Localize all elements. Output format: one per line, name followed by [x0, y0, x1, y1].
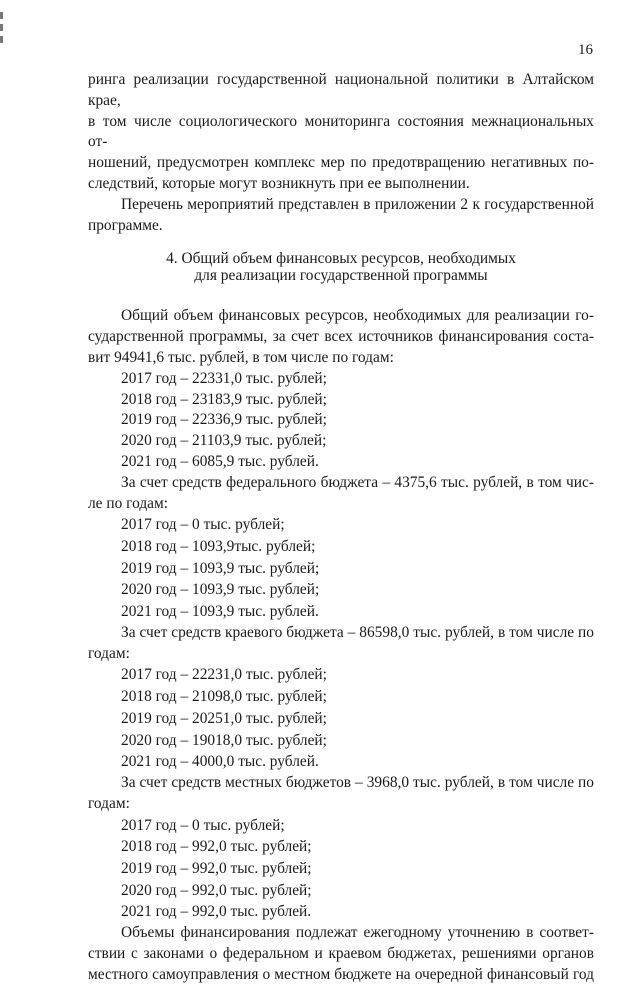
list-item: 2017 год – 22231,0 тыс. рублей;: [121, 666, 327, 684]
paragraph-2: [88, 195, 594, 237]
list-item: 2017 год – 0 тыс. рублей;: [121, 816, 285, 834]
text-line: ринга реализации государственной национальной политики в Алтайском крае,: [88, 71, 594, 109]
local-by-year-list: [88, 815, 594, 924]
total-by-year-list: [88, 369, 594, 473]
text-line: вит 94941,6 тыс. рублей, в том числе по годам:: [88, 348, 394, 366]
list-item: 2018 год – 1093,9тыс. рублей;: [121, 538, 316, 556]
scan-edge-mark: [0, 12, 3, 19]
list-item: 2019 год – 20251,0 тыс. рублей;: [121, 709, 327, 727]
federal-by-year-list: [88, 514, 594, 623]
scan-edge-mark: [0, 24, 3, 31]
text-line: За счет средств федерального бюджета – 4375,6 тыс. рублей, в том чис-: [121, 473, 594, 491]
list-item: 2020 год – 992,0 тыс. рублей;: [121, 881, 312, 899]
total-intro: [88, 306, 594, 368]
list-item: 2019 год – 992,0 тыс. рублей;: [121, 859, 312, 877]
heading-line: для реализации государственной программы: [194, 267, 488, 285]
text-line: ле по годам:: [88, 494, 168, 512]
list-item: 2021 год – 6085,9 тыс. рублей.: [121, 452, 319, 470]
text-line: За счет средств краевого бюджета – 86598,0 тыс. рублей, в том числе по: [121, 623, 594, 641]
list-item: 2020 год – 1093,9 тыс. рублей;: [121, 581, 320, 599]
section-heading: [88, 250, 594, 284]
text-line: Общий объем финансовых ресурсов, необходимых для реализации го-: [121, 307, 594, 325]
list-item: 2018 год – 23183,9 тыс. рублей;: [121, 390, 327, 408]
text-line: годам:: [88, 644, 130, 662]
page-body: [88, 70, 594, 985]
text-line: ношений, предусмотрен комплекс мер по предотвращению негативных по-: [88, 154, 594, 172]
list-item: 2021 год – 4000,0 тыс. рублей.: [121, 753, 319, 771]
text-line: ствии с законами о федеральном и краевом бюджетах, решениями органов: [88, 944, 594, 962]
list-item: 2017 год – 0 тыс. рублей;: [121, 516, 285, 534]
list-item: 2019 год – 1093,9 тыс. рублей;: [121, 559, 320, 577]
list-item: 2020 год – 21103,9 тыс. рублей;: [121, 432, 327, 450]
list-item: 2018 год – 21098,0 тыс. рублей;: [121, 688, 327, 706]
text-line: следствий, которые могут возникнуть при ее выполнении.: [88, 174, 470, 192]
federal-intro: [88, 473, 594, 515]
list-item: 2018 год – 992,0 тыс. рублей;: [121, 838, 312, 856]
local-intro: [88, 773, 594, 815]
heading-line: 4. Общий объем финансовых ресурсов, необходимых: [166, 250, 516, 268]
page-number: 16: [578, 42, 593, 58]
regional-intro: [88, 623, 594, 665]
text-line: годам:: [88, 794, 130, 812]
text-line: Перечень мероприятий представлен в приложении 2 к государственной: [121, 195, 594, 213]
list-item: 2021 год – 992,0 тыс. рублей.: [121, 903, 312, 921]
list-item: 2021 год – 1093,9 тыс. рублей.: [121, 603, 319, 621]
paragraph-1: [88, 70, 594, 195]
text-line: местного самоуправления о местном бюджете на очередной финансовый год: [88, 965, 594, 983]
final-paragraph: [88, 923, 594, 985]
regional-by-year-list: [88, 664, 594, 773]
scan-edge-mark: [0, 36, 3, 43]
text-line: Объемы финансирования подлежат ежегодному уточнению в соответ-: [121, 924, 594, 942]
list-item: 2020 год – 19018,0 тыс. рублей;: [121, 731, 327, 749]
text-line: сударственной программы, за счет всех источников финансирования соста-: [88, 328, 594, 346]
list-item: 2017 год – 22331,0 тыс. рублей;: [121, 369, 327, 387]
text-line: программе.: [88, 216, 163, 234]
text-line: в том числе социологического мониторинга состояния межнациональных от-: [88, 112, 594, 151]
text-line: За счет средств местных бюджетов – 3968,0 тыс. рублей, в том числе по: [121, 773, 594, 791]
list-item: 2019 год – 22336,9 тыс. рублей;: [121, 411, 327, 429]
